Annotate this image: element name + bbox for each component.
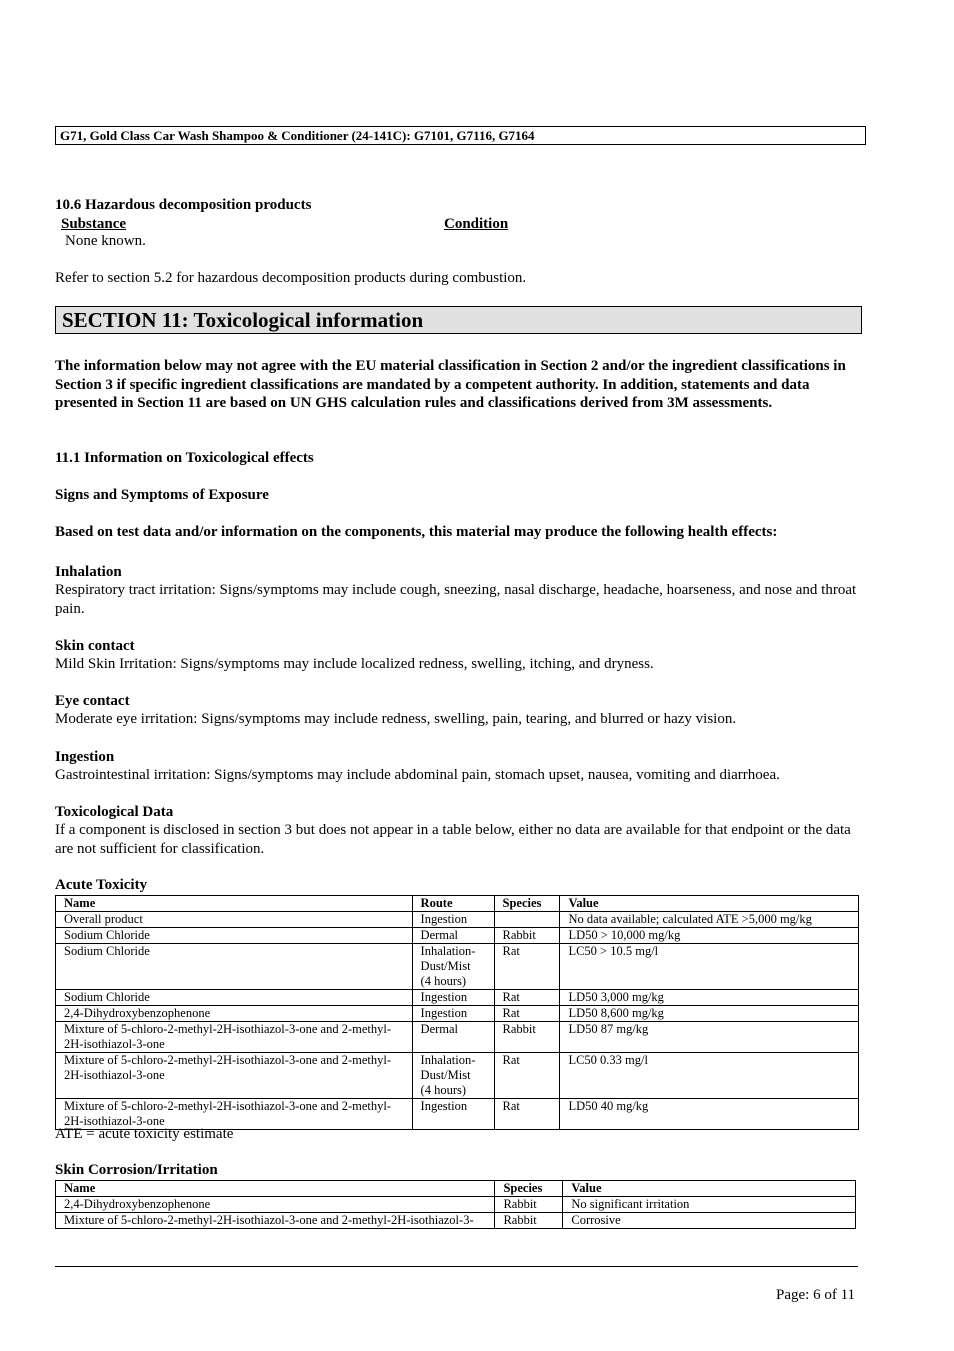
signs-symptoms-heading: Signs and Symptoms of Exposure — [55, 487, 269, 503]
section-10-6-heading: 10.6 Hazardous decomposition products — [55, 197, 312, 213]
ate-note: ATE = acute toxicity estimate — [55, 1126, 234, 1142]
acute-col-name: Name — [56, 896, 413, 912]
acute-cell-species — [494, 912, 560, 928]
acute-cell-species: Rabbit — [494, 1022, 560, 1053]
page-number: Page: 6 of 11 — [776, 1287, 856, 1303]
acute-cell-route: Dermal — [412, 928, 494, 944]
acute-cell-value: No data available; calculated ATE >5,000 mg/kg — [560, 912, 859, 928]
acute-cell-route: Dermal — [412, 1022, 494, 1053]
acute-cell-name: Sodium Chloride — [56, 944, 413, 990]
acute-cell-value: LC50 > 10.5 mg/l — [560, 944, 859, 990]
table-row — [56, 1006, 859, 1022]
acute-col-route: Route — [412, 896, 494, 912]
skin-cell-name: 2,4-Dihydroxybenzophenone — [56, 1197, 495, 1213]
ingestion-heading: Ingestion — [55, 749, 115, 765]
toxicological-data-heading: Toxicological Data — [55, 804, 174, 820]
acute-cell-species: Rat — [494, 1099, 560, 1130]
table-row — [56, 912, 859, 928]
inhalation-text: Respiratory tract irritation: Signs/symptoms may include cough, sneezing, nasal discharge, headache, hoarseness, and nose and throat pain. — [55, 582, 857, 617]
skin-col-species: Species — [495, 1181, 563, 1197]
acute-cell-value: LD50 > 10,000 mg/kg — [560, 928, 859, 944]
table-row — [56, 928, 859, 944]
acute-cell-species: Rat — [494, 1006, 560, 1022]
acute-cell-value: LD50 87 mg/kg — [560, 1022, 859, 1053]
acute-col-value: Value — [560, 896, 859, 912]
acute-cell-species: Rat — [494, 944, 560, 990]
acute-cell-name: Sodium Chloride — [56, 928, 413, 944]
section-11-disclaimer: The information below may not agree with the EU material classification in Section 2 and/or the ingredient classifications in Section 3 if specific ingredient classifications are mandated by a competent authority. In addition, statements and data presented in Section 11 are based on UN GHS calculation rules and classifications derived from 3M assessments. — [55, 358, 846, 411]
skin-contact-text: Mild Skin Irritation: Signs/symptoms may include localized redness, swelling, itching, and dryness. — [55, 656, 654, 672]
sub-11-1-heading: 11.1 Information on Toxicological effects — [55, 450, 314, 466]
acute-cell-route: Inhalation- Dust/Mist (4 hours) — [412, 1053, 494, 1099]
table-row — [56, 1053, 859, 1099]
acute-cell-species: Rat — [494, 1053, 560, 1099]
acute-cell-value: LD50 8,600 mg/kg — [560, 1006, 859, 1022]
product-header: G71, Gold Class Car Wash Shampoo & Conditioner (24-141C): G7101, G7116, G7164 — [55, 126, 866, 145]
substance-column-header: Substance — [61, 216, 127, 232]
table-row — [56, 1213, 856, 1229]
eye-contact-heading: Eye contact — [55, 693, 130, 709]
acute-cell-value: LD50 40 mg/kg — [560, 1099, 859, 1130]
table-row — [56, 944, 859, 990]
acute-cell-species: Rabbit — [494, 928, 560, 944]
acute-toxicity-heading: Acute Toxicity — [55, 877, 148, 893]
none-known-text: None known. — [65, 233, 146, 249]
skin-col-value: Value — [563, 1181, 856, 1197]
acute-toxicity-table — [55, 895, 859, 1130]
based-on-text: Based on test data and/or information on the components, this material may produce the following health effects: — [55, 524, 778, 540]
acute-col-species: Species — [494, 896, 560, 912]
toxicological-data-text: If a component is disclosed in section 3 but does not appear in a table below, either no data are available for that endpoint or the data are not sufficient for classification. — [55, 822, 851, 857]
inhalation-heading: Inhalation — [55, 564, 122, 580]
acute-cell-route: Ingestion — [412, 1099, 494, 1130]
skin-cell-species: Rabbit — [495, 1197, 563, 1213]
skin-cell-species: Rabbit — [495, 1213, 563, 1229]
table-row — [56, 1022, 859, 1053]
acute-cell-route: Ingestion — [412, 1006, 494, 1022]
acute-cell-species: Rat — [494, 990, 560, 1006]
skin-cell-name: Mixture of 5-chloro-2-methyl-2H-isothiazol-3-one and 2-methyl-2H-isothiazol-3- — [56, 1213, 495, 1229]
table-row — [56, 1197, 856, 1213]
footer-divider — [55, 1266, 858, 1267]
acute-cell-name: Mixture of 5-chloro-2-methyl-2H-isothiazol-3-one and 2-methyl- 2H-isothiazol-3-one — [56, 1053, 413, 1099]
refer-section-text: Refer to section 5.2 for hazardous decomposition products during combustion. — [55, 270, 527, 286]
skin-contact-heading: Skin contact — [55, 638, 135, 654]
condition-column-header: Condition — [444, 216, 509, 232]
skin-cell-value: No significant irritation — [563, 1197, 856, 1213]
acute-cell-route: Inhalation- Dust/Mist (4 hours) — [412, 944, 494, 990]
acute-cell-value: LD50 3,000 mg/kg — [560, 990, 859, 1006]
acute-cell-name: Mixture of 5-chloro-2-methyl-2H-isothiazol-3-one and 2-methyl- 2H-isothiazol-3-one — [56, 1099, 413, 1130]
skin-corrosion-header-row — [56, 1181, 856, 1197]
skin-corrosion-table — [55, 1180, 856, 1229]
acute-cell-route: Ingestion — [412, 990, 494, 1006]
acute-cell-name: Sodium Chloride — [56, 990, 413, 1006]
acute-toxicity-header-row — [56, 896, 859, 912]
table-row — [56, 990, 859, 1006]
section-11-title: SECTION 11: Toxicological information — [55, 306, 862, 334]
skin-cell-value: Corrosive — [563, 1213, 856, 1229]
acute-cell-name: Mixture of 5-chloro-2-methyl-2H-isothiazol-3-one and 2-methyl- 2H-isothiazol-3-one — [56, 1022, 413, 1053]
skin-corrosion-heading: Skin Corrosion/Irritation — [55, 1162, 218, 1178]
acute-cell-name: Overall product — [56, 912, 413, 928]
eye-contact-text: Moderate eye irritation: Signs/symptoms may include redness, swelling, pain, tearing, and blurred or hazy vision. — [55, 711, 737, 727]
acute-cell-name: 2,4-Dihydroxybenzophenone — [56, 1006, 413, 1022]
ingestion-text: Gastrointestinal irritation: Signs/symptoms may include abdominal pain, stomach upset, nausea, vomiting and diarrhoea. — [55, 767, 780, 783]
acute-cell-value: LC50 0.33 mg/l — [560, 1053, 859, 1099]
skin-col-name: Name — [56, 1181, 495, 1197]
acute-cell-route: Ingestion — [412, 912, 494, 928]
